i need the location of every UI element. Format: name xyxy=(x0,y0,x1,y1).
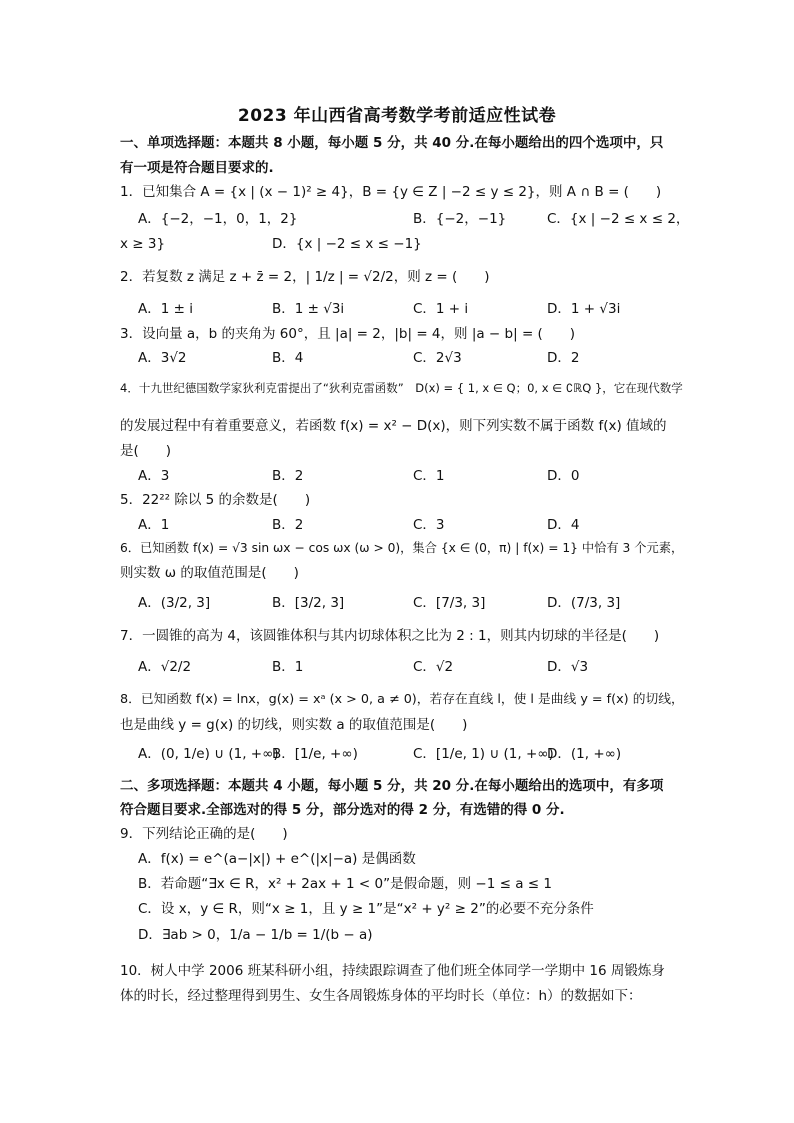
q4-stem-line3: 是( ) xyxy=(120,443,172,459)
q5-stem: 5．22²² 除以 5 的余数是( ) xyxy=(120,492,311,508)
q5-option-a: A．1 xyxy=(138,517,170,533)
q4-stem-line2: 的发展过程中有着重要意义，若函数 f(x) = x² − D(x)，则下列实数不属于函数 f(x) 值域的 xyxy=(120,418,667,434)
q6-stem-line2: 则实数 ω 的取值范围是( ) xyxy=(120,565,299,581)
q8-option-a: A．(0, 1/e) ∪ (1, +∞) xyxy=(138,746,279,762)
section-multi-choice-line2: 符合题目要求.全部选对的得 5 分，部分选对的得 2 分，有选错的得 0 分. xyxy=(120,802,565,818)
exam-title: 2023 年山西省高考数学考前适应性试卷 xyxy=(237,106,557,126)
q5-option-d: D．4 xyxy=(547,517,580,533)
q7-option-a: A．√2/2 xyxy=(138,659,192,675)
q2-stem: 2．若复数 z 满足 z + z̄ = 2，| 1/z | = √2/2，则 z = ( ) xyxy=(120,269,490,285)
q3-stem: 3．设向量 a，b 的夹角为 60°，且 |a| = 2，|b| = 4，则 |a − b| = ( ) xyxy=(120,326,576,342)
q9-option-b: B．若命题“∃x ∈ R，x² + 2ax + 1 < 0”是假命题，则 −1 ≤ a ≤ 1 xyxy=(138,876,552,892)
q4-option-c: C．1 xyxy=(413,468,445,484)
q9-stem: 9．下列结论正确的是( ) xyxy=(120,826,288,842)
q8-option-d: D．(1, +∞) xyxy=(547,746,622,762)
q2-option-b: B．1 ± √3i xyxy=(272,301,345,317)
q4-stem-line1: 4．十九世纪德国数学家狄利克雷提出了“狄利克雷函数” D(x) = { 1, x ∈ Q；0, x ∈ ∁ℝQ }，它在现代数学 xyxy=(120,381,683,395)
q10-stem-line2: 体的时长，经过整理得到男生、女生各周锻炼身体的平均时长（单位：h）的数据如下： xyxy=(120,988,642,1004)
q8-option-b: B．[1/e, +∞) xyxy=(272,746,358,762)
q7-option-b: B．1 xyxy=(272,659,304,675)
q3-option-c: C．2√3 xyxy=(413,350,462,366)
section-single-choice-line1: 一、单项选择题：本题共 8 小题，每小题 5 分，共 40 分.在每小题给出的四个选项中，只 xyxy=(120,135,664,151)
q9-option-c: C．设 x，y ∈ R，则“x ≥ 1，且 y ≥ 1”是“x² + y² ≥ 2”的必要不充分条件 xyxy=(138,901,594,917)
section-multi-choice-line1: 二、多项选择题：本题共 4 小题，每小题 5 分，共 20 分.在每小题给出的选项中，有多项 xyxy=(120,778,664,794)
q9-option-a: A．f(x) = e^(a−|x|) + e^(|x|−a) 是偶函数 xyxy=(138,851,416,867)
q2-option-d: D．1 + √3i xyxy=(547,301,621,317)
q3-option-d: D．2 xyxy=(547,350,580,366)
q1-option-d: D．{x | −2 ≤ x ≤ −1} xyxy=(272,236,422,252)
q6-option-a: A．(3/2, 3] xyxy=(138,595,211,611)
q7-option-d: D．√3 xyxy=(547,659,589,675)
q1-option-b: B．{−2，−1} xyxy=(413,211,507,227)
q1-stem: 1．已知集合 A = {x | (x − 1)² ≥ 4}，B = {y ∈ Z | −2 ≤ y ≤ 2}，则 A ∩ B = ( ) xyxy=(120,184,662,200)
q6-option-d: D．(7/3, 3] xyxy=(547,595,621,611)
q5-option-b: B．2 xyxy=(272,517,304,533)
q6-option-b: B．[3/2, 3] xyxy=(272,595,345,611)
q2-option-c: C．1 + i xyxy=(413,301,469,317)
q8-stem-line2: 也是曲线 y = g(x) 的切线，则实数 a 的取值范围是( ) xyxy=(120,717,468,733)
q4-option-a: A．3 xyxy=(138,468,170,484)
q4-option-b: B．2 xyxy=(272,468,304,484)
q6-option-c: C．[7/3, 3] xyxy=(413,595,486,611)
q3-option-a: A．3√2 xyxy=(138,350,187,366)
q10-stem-line1: 10．树人中学 2006 班某科研小组，持续跟踪调查了他们班全体同学一学期中 16 周锻炼身 xyxy=(120,963,665,979)
section-single-choice-line2: 有一项是符合题目要求的. xyxy=(120,160,274,176)
q8-option-c: C．[1/e, 1) ∪ (1, +∞) xyxy=(413,746,554,762)
q7-option-c: C．√2 xyxy=(413,659,454,675)
q3-option-b: B．4 xyxy=(272,350,304,366)
q9-option-d: D．∃ab > 0，1/a − 1/b = 1/(b − a) xyxy=(138,927,373,943)
q1-option-a: A．{−2，−1，0，1，2} xyxy=(138,211,298,227)
q6-stem-line1: 6．已知函数 f(x) = √3 sin ωx − cos ωx (ω > 0)，集合 {x ∈ (0，π) | f(x) = 1} 中恰有 3 个元素， xyxy=(120,541,684,555)
q1-option-c: C．{x | −2 ≤ x ≤ 2， xyxy=(547,211,690,227)
q7-stem: 7．一圆锥的高为 4，该圆锥体积与其内切球体积之比为 2 : 1，则其内切球的半径是( ) xyxy=(120,628,660,644)
q8-stem-line1: 8．已知函数 f(x) = lnx，g(x) = xᵃ (x > 0, a ≠ 0)，若存在直线 l，使 l 是曲线 y = f(x) 的切线， xyxy=(120,692,684,707)
q2-option-a: A．1 ± i xyxy=(138,301,193,317)
q4-option-d: D．0 xyxy=(547,468,580,484)
q1-option-c-cont: x ≥ 3} xyxy=(120,236,166,252)
q5-option-c: C．3 xyxy=(413,517,445,533)
